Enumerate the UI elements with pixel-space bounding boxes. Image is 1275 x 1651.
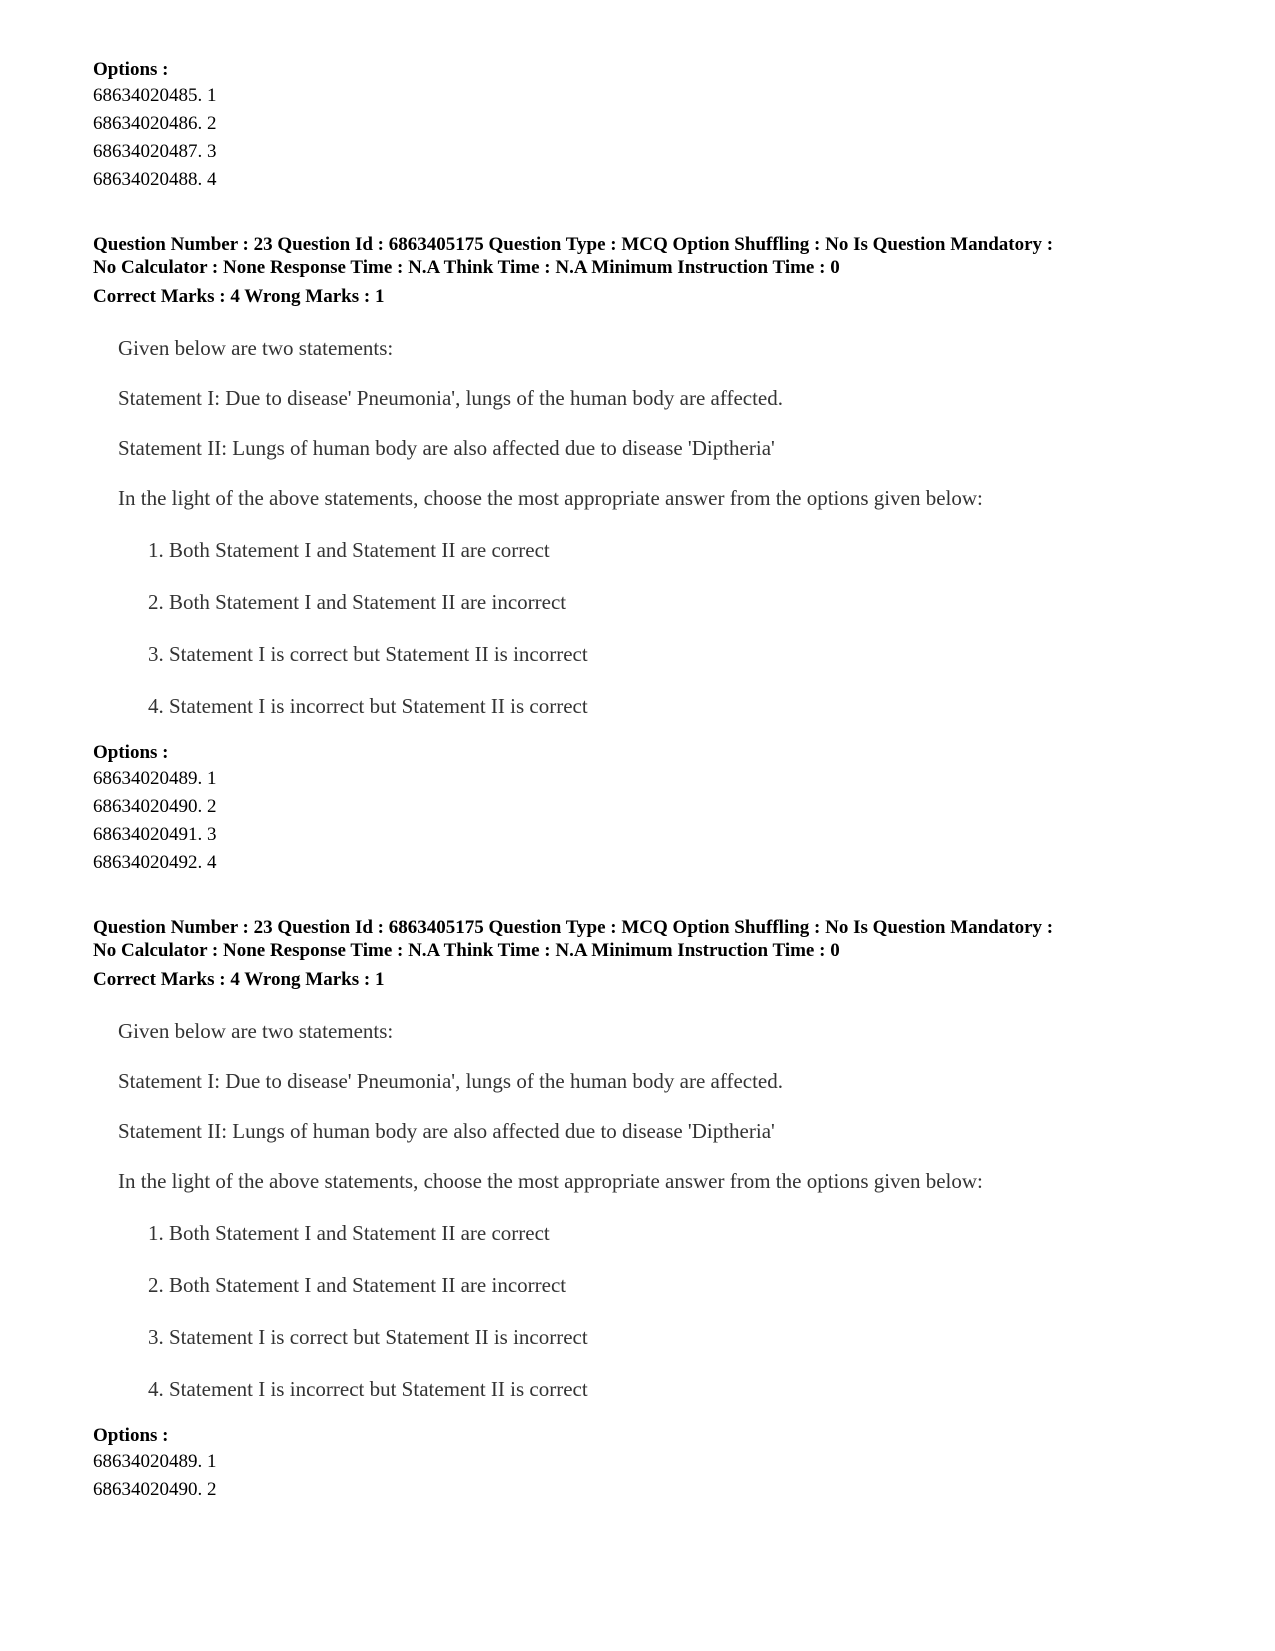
options-section [93,58,1223,194]
options-section [93,1424,1223,1504]
option-item: 68634020488. 4 [93,169,217,190]
answer-choice-2: 2. Both Statement I and Statement II are incorrect [148,1273,567,1297]
option-item: 68634020490. 2 [93,1479,217,1500]
question-marks: Correct Marks : 4 Wrong Marks : 1 [93,969,385,990]
option-item: 68634020490. 2 [93,796,217,817]
question-instruction: In the light of the above statements, choose the most appropriate answer from the options given below: [118,1169,983,1193]
question-header [93,233,1223,309]
statement-1: Statement I: Due to disease' Pneumonia', lungs of the human body are affected. [118,1069,783,1093]
statement-1: Statement I: Due to disease' Pneumonia', lungs of the human body are affected. [118,386,783,410]
option-item: 68634020489. 1 [93,768,217,789]
question-instruction: In the light of the above statements, choose the most appropriate answer from the options given below: [118,486,983,510]
statement-2: Statement II: Lungs of human body are also affected due to disease 'Diptheria' [118,436,775,460]
answer-choice-4: 4. Statement I is incorrect but Statement II is correct [148,1377,588,1401]
question-intro: Given below are two statements: [118,1019,394,1043]
options-label: Options : [93,742,169,763]
question-intro: Given below are two statements: [118,336,394,360]
question-body [118,1013,1158,1413]
options-list [93,1448,1223,1504]
option-item: 68634020491. 3 [93,824,217,845]
answer-choice-3: 3. Statement I is correct but Statement II is incorrect [148,642,588,666]
question-marks: Correct Marks : 4 Wrong Marks : 1 [93,286,385,307]
question-meta-line-1: Question Number : 23 Question Id : 6863405175 Question Type : MCQ Option Shuffling : No Is Question Mandatory : [93,917,1054,938]
options-list [93,765,1223,877]
statement-2: Statement II: Lungs of human body are also affected due to disease 'Diptheria' [118,1119,775,1143]
question-meta-line-2: No Calculator : None Response Time : N.A Think Time : N.A Minimum Instruction Time : 0 [93,257,840,278]
question-meta-line-2: No Calculator : None Response Time : N.A Think Time : N.A Minimum Instruction Time : 0 [93,940,840,961]
answer-choice-4: 4. Statement I is incorrect but Statement II is correct [148,694,588,718]
question-meta-line-1: Question Number : 23 Question Id : 6863405175 Question Type : MCQ Option Shuffling : No Is Question Mandatory : [93,234,1054,255]
answer-choice-2: 2. Both Statement I and Statement II are incorrect [148,590,567,614]
options-label: Options : [93,59,169,80]
options-section [93,741,1223,877]
option-item: 68634020486. 2 [93,113,217,134]
answer-choice-3: 3. Statement I is correct but Statement II is incorrect [148,1325,588,1349]
option-item: 68634020489. 1 [93,1451,217,1472]
option-item: 68634020485. 1 [93,85,217,106]
answer-choice-1: 1. Both Statement I and Statement II are correct [148,1221,550,1245]
option-item: 68634020487. 3 [93,141,217,162]
answer-choice-1: 1. Both Statement I and Statement II are correct [148,538,550,562]
options-list [93,82,1223,194]
question-header [93,916,1223,992]
option-item: 68634020492. 4 [93,852,217,873]
question-body [118,330,1158,730]
options-label: Options : [93,1425,169,1446]
